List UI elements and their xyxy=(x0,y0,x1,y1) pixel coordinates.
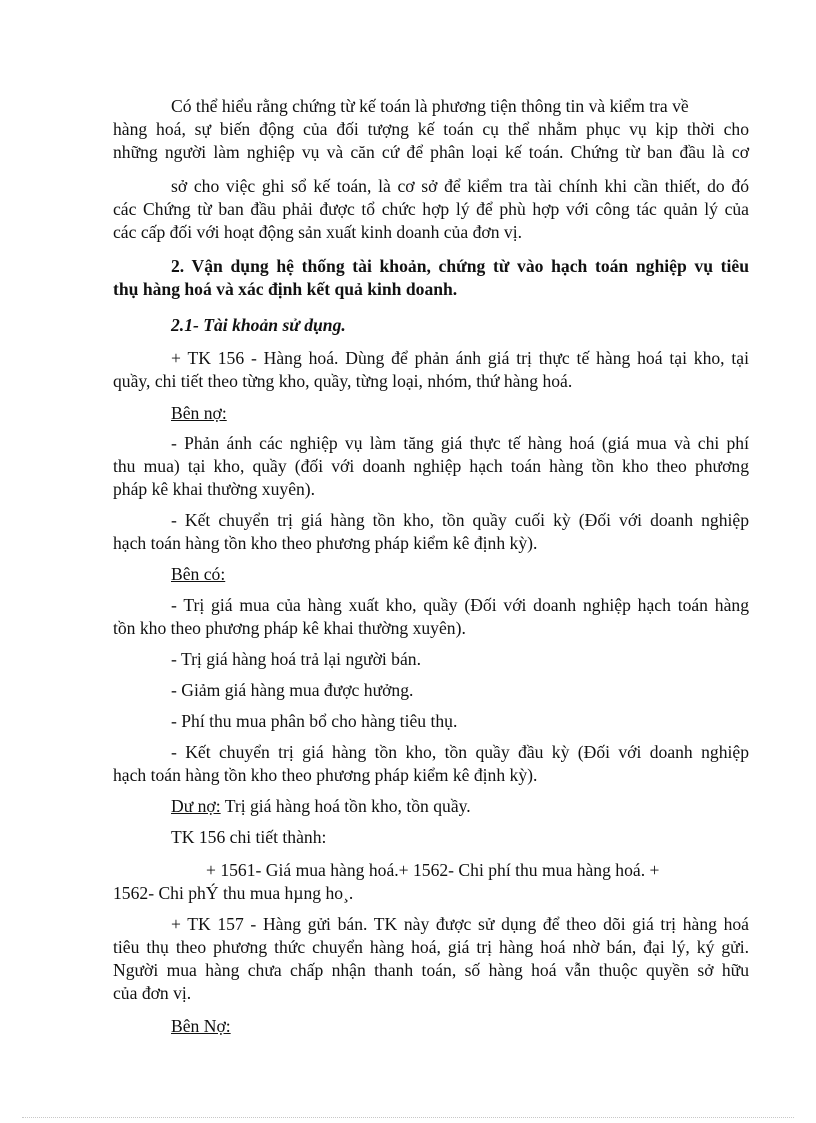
paragraph-line: của đơn vị. xyxy=(113,983,192,1003)
paragraph-line: - Giảm giá hàng mua được hưởng. xyxy=(171,680,414,700)
paragraph-line: quầy, chi tiết theo từng kho, quầy, từng loại, nhóm, thứ hàng hoá. xyxy=(113,371,573,391)
paragraph-line: TK 156 chi tiết thành: xyxy=(171,827,327,847)
paragraph-line: tồn kho theo phương pháp kê khai thường xuyên). xyxy=(113,618,466,638)
paragraph-line: các Chứng từ ban đầu phải được tổ chức hợp lý để phù hợp với công tác quản lý của xyxy=(113,199,749,219)
paragraph-line: hạch toán hàng tồn kho theo phương pháp kiểm kê định kỳ). xyxy=(113,533,538,553)
paragraph-line: - Kết chuyển trị giá hàng tồn kho, tồn quầy đầu kỳ (Đối với doanh nghiệp xyxy=(171,742,749,762)
paragraph-line: + TK 157 - Hàng gửi bán. TK này được sử dụng để theo dõi giá trị hàng hoá xyxy=(171,914,749,934)
paragraph-line: thu mua) tại kho, quầy (đối với doanh nghiệp hạch toán hàng tồn kho theo phương xyxy=(113,456,749,476)
paragraph-line: tiêu thụ theo phương thức chuyển hàng hoá, giá trị hàng hoá nhờ bán, đại lý, ký gửi. xyxy=(113,937,749,957)
credit-label: Bên có: xyxy=(171,564,226,584)
paragraph-line: Người mua hàng chưa chấp nhận thanh toán, số hàng hoá vẫn thuộc quyền sở hữu xyxy=(113,960,749,980)
paragraph-line: sở cho việc ghi sổ kế toán, là cơ sở để kiểm tra tài chính khi cần thiết, do đó xyxy=(171,176,749,196)
debit-label: Bên nợ: xyxy=(171,403,227,423)
page-bottom-rule xyxy=(22,1117,794,1118)
paragraph-line: - Kết chuyển trị giá hàng tồn kho, tồn quầy cuối kỳ (Đối với doanh nghiệp xyxy=(171,510,749,530)
paragraph-line: hạch toán hàng tồn kho theo phương pháp kiểm kê định kỳ). xyxy=(113,765,538,785)
paragraph-line: - Phản ánh các nghiệp vụ làm tăng giá thực tế hàng hoá (giá mua và chi phí xyxy=(171,433,749,453)
paragraph-line: - Phí thu mua phân bổ cho hàng tiêu thụ. xyxy=(171,711,458,731)
debit-label-157: Bên Nợ: xyxy=(171,1016,231,1036)
paragraph-line: - Trị giá hàng hoá trả lại người bán. xyxy=(171,649,421,669)
paragraph-line: 1562- Chi phÝ thu mua hµng ho¸. xyxy=(113,883,354,903)
paragraph-line: Có thể hiểu rằng chứng từ kế toán là phương tiện thông tin và kiểm tra về xyxy=(171,96,689,116)
paragraph-line: + TK 156 - Hàng hoá. Dùng để phản ánh giá trị thực tế hàng hoá tại kho, tại xyxy=(171,348,749,368)
paragraph-line: - Trị giá mua của hàng xuất kho, quầy (Đối với doanh nghiệp hạch toán hàng xyxy=(171,595,749,615)
subsection-heading: 2.1- Tài khoản sử dụng. xyxy=(171,315,346,335)
paragraph-line: + 1561- Giá mua hàng hoá.+ 1562- Chi phí thu mua hàng hoá. + xyxy=(206,860,660,880)
balance-label: Dư nợ: xyxy=(171,796,221,816)
paragraph-line: những người làm nghiệp vụ và căn cứ để phân loại kế toán. Chứng từ ban đầu là cơ xyxy=(113,142,749,162)
section-heading: 2. Vận dụng hệ thống tài khoản, chứng từ vào hạch toán nghiệp vụ tiêu xyxy=(171,256,749,276)
section-heading: thụ hàng hoá và xác định kết quả kinh doanh. xyxy=(113,279,458,299)
paragraph-line: hàng hoá, sự biến động của đối tượng kế toán cụ thể nhằm phục vụ kịp thời cho xyxy=(113,119,749,139)
balance-line xyxy=(171,795,471,817)
paragraph-line: các cấp đối với hoạt động sản xuất kinh doanh của đơn vị. xyxy=(113,222,522,242)
balance-text: Trị giá hàng hoá tồn kho, tồn quầy. xyxy=(220,796,471,816)
paragraph-line: pháp kê khai thường xuyên). xyxy=(113,479,316,499)
